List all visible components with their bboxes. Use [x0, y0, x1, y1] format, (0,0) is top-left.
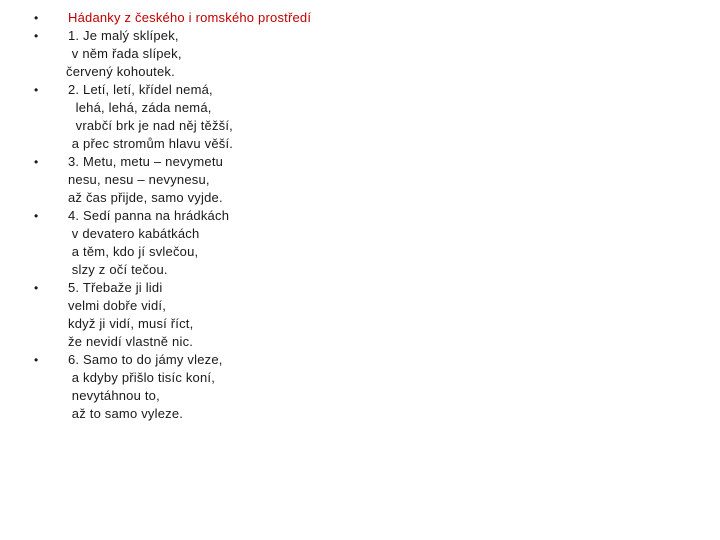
riddle-line: až to samo vyleze. — [68, 406, 184, 421]
riddle-line: a těm, kdo jí svlečou, — [68, 244, 199, 259]
bullet-icon: • — [34, 29, 39, 43]
list-item-title — [34, 9, 454, 27]
bullet-icon: • — [34, 83, 39, 97]
riddle-line: až čas přijde, samo vyjde. — [68, 190, 223, 205]
list-item-riddle-5 — [34, 279, 454, 351]
riddle-line: vrabčí brk je nad něj těžší, — [68, 118, 233, 133]
riddle-line: nevytáhnou to, — [68, 388, 160, 403]
list-item-riddle-4 — [34, 207, 454, 279]
riddle-line: v devatero kabátkách — [68, 226, 200, 241]
riddle-line: červený kohoutek. — [66, 64, 175, 79]
riddle-line: a kdyby přišlo tisíc koní, — [68, 370, 216, 385]
list-item-riddle-2 — [34, 81, 454, 153]
riddle-line: 2. Letí, letí, křídel nemá, — [68, 82, 213, 97]
riddle-line: slzy z očí tečou. — [68, 262, 168, 277]
riddle-line: 6. Samo to do jámy vleze, — [68, 352, 223, 367]
riddle-line: v něm řada slípek, — [68, 46, 182, 61]
riddle-line: 5. Třebaže ji lidi — [68, 280, 163, 295]
bullet-icon: • — [34, 209, 39, 223]
riddle-line: když ji vidí, musí říct, — [68, 316, 194, 331]
list-item-riddle-6 — [34, 351, 454, 423]
list-item-riddle-3 — [34, 153, 454, 207]
bullet-icon: • — [34, 11, 39, 25]
riddle-line: 3. Metu, metu – nevymetu — [68, 154, 224, 169]
riddle-line: že nevidí vlastně nic. — [68, 334, 194, 349]
riddle-list — [34, 9, 454, 423]
bullet-icon: • — [34, 155, 39, 169]
bullet-icon: • — [34, 353, 39, 367]
riddle-line: velmi dobře vidí, — [68, 298, 167, 313]
slide-title: Hádanky z českého i romského prostředí — [68, 10, 312, 25]
riddle-line: 1. Je malý sklípek, — [68, 28, 179, 43]
riddle-line: lehá, lehá, záda nemá, — [68, 100, 212, 115]
bullet-icon: • — [34, 281, 39, 295]
riddle-line: 4. Sedí panna na hrádkách — [68, 208, 230, 223]
list-item-riddle-1 — [34, 27, 454, 81]
riddle-line: nesu, nesu – nevynesu, — [68, 172, 210, 187]
riddle-line: a přec stromům hlavu věší. — [68, 136, 234, 151]
